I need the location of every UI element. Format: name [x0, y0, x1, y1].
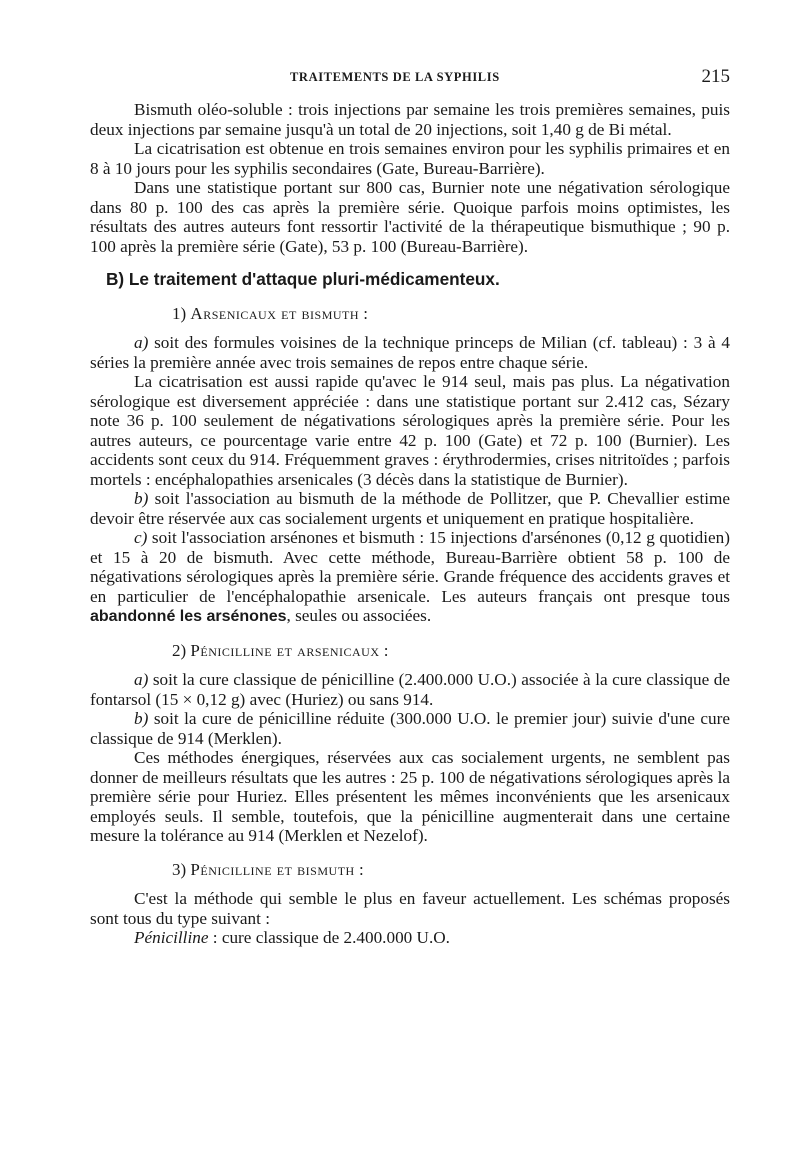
subheading-penicilline-bismuth	[172, 860, 730, 880]
item-a-fontarsol	[90, 670, 730, 709]
item-text: soit l'association au bismuth de la méthode de Pollitzer, que P. Chevallier estime devoir être réservée aux cas socialement urgents et uniquement en pratique hospitalière.	[90, 489, 730, 528]
subheading-colon: :	[359, 303, 369, 323]
item-label: b)	[134, 709, 149, 728]
running-title: TRAITEMENTS DE LA SYPHILIS	[290, 70, 500, 84]
item-text: soit la cure de pénicilline réduite (300.000 U.O. le premier jour) suivie d'une cure classique de 914 (Merklen).	[90, 709, 730, 748]
item-text-end: , seules ou associées.	[286, 606, 432, 625]
subheading-arsenicaux-bismuth	[172, 304, 730, 324]
line-penicilline-cure	[90, 928, 730, 948]
item-c-arsenones	[90, 528, 730, 627]
subheading-colon: :	[379, 640, 389, 660]
item-text: soit des formules voisines de la technique princeps de Milian (cf. tableau) : 3 à 4 séries la première année avec trois semaines de repos entre chaque série.	[90, 333, 730, 372]
paragraph-statistique: Dans une statistique portant sur 800 cas, Burnier note une négativation sérologique dans 80 p. 100 des cas après la première série. Quoique parfois moins optimistes, les résultats des autres auteurs font ressortir l'activité de la thérapeutique bismuthique ; 90 p. 100 après la première série (Gate), 53 p. 100 (Bureau-Barrière).	[90, 178, 730, 256]
item-label: c)	[134, 528, 148, 547]
subheading-number: 2)	[172, 640, 187, 660]
item-label: a)	[134, 670, 149, 689]
subheading-title: Pénicilline et arsenicaux	[190, 640, 380, 660]
section-heading-b: B) Le traitement d'attaque pluri-médicamenteux.	[106, 269, 500, 289]
paragraph-cicatrisation-914: La cicatrisation est aussi rapide qu'avec le 914 seul, mais pas plus. La négativation sérologique est diversement appréciée : dans une statistique portant sur 2.412 cas, Sézary note 36 p. 100 seulement de négativations sérologiques après la première série. Pour les autres auteurs, ce pourcentage varie entre 42 p. 100 (Gate) et 72 p. 100 (Burnier). Les accidents sont ceux du 914. Fréquemment graves : érythrodermies, crises nitritoïdes ; parfois mortels : encéphalopathies arsenicales (3 décès dans la statistique de Burnier).	[90, 372, 730, 489]
subheading-title: Pénicilline et bismuth	[190, 859, 355, 879]
item-text: soit la cure classique de pénicilline (2.400.000 U.O.) associée à la cure classique de fontarsol (15 × 0,12 g) avec (Huriez) ou sans 914.	[90, 670, 730, 709]
item-text: soit l'association arsénones et bismuth : 15 injections d'arsénones (0,12 g quotidien) et 15 à 20 de bismuth. Avec cette méthode, Bureau-Barrière obtient 58 p. 100 de négativations sérologiques après la première série. Grande fréquence des accidents graves et en particulier de l'encéphalopathie arsenicale. Les auteurs français ont presque tous	[90, 528, 730, 606]
subheading-title: Arsenicaux et bismuth	[190, 303, 360, 323]
paragraph-methodes: Ces méthodes énergiques, réservées aux cas socialement urgents, ne semblent pas donner de meilleurs résultats que les autres : 25 p. 100 de négativations sérologiques après la première série pour Huriez. Elles présentent les mêmes inconvénients que les arsenicaux employés seuls. Il semble, toutefois, que la pénicilline augmenterait dans une certaine mesure la tolérance au 914 (Merklen et Nezelof).	[90, 748, 730, 845]
page-header	[90, 66, 730, 90]
subheading-number: 1)	[172, 303, 187, 323]
subheading-colon: :	[354, 859, 364, 879]
item-a-milian	[90, 333, 730, 372]
item-label: Pénicilline	[134, 928, 209, 947]
item-label: a)	[134, 333, 149, 352]
item-label: b)	[134, 489, 149, 508]
item-b-pollitzer	[90, 489, 730, 528]
paragraph-cicatrisation: La cicatrisation est obtenue en trois semaines environ pour les syphilis primaires et en 8 à 10 jours pour les syphilis secondaires (Gate, Bureau-Barrière).	[90, 139, 730, 178]
page-number: 215	[701, 66, 730, 87]
paragraph-methode-faveur: C'est la méthode qui semble le plus en faveur actuellement. Les schémas proposés sont tous du type suivant :	[90, 889, 730, 928]
item-text: : cure classique de 2.400.000 U.O.	[208, 928, 450, 947]
body-text	[90, 100, 730, 948]
paragraph-bismuth: Bismuth oléo-soluble : trois injections par semaine les trois premières semaines, puis deux injections par semaine jusqu'à un total de 20 injections, soit 1,40 g de Bi métal.	[90, 100, 730, 139]
item-b-merklen	[90, 709, 730, 748]
bold-phrase: abandonné les arsénones	[90, 608, 287, 625]
subheading-penicilline-arsenicaux	[172, 641, 730, 661]
subheading-number: 3)	[172, 859, 187, 879]
